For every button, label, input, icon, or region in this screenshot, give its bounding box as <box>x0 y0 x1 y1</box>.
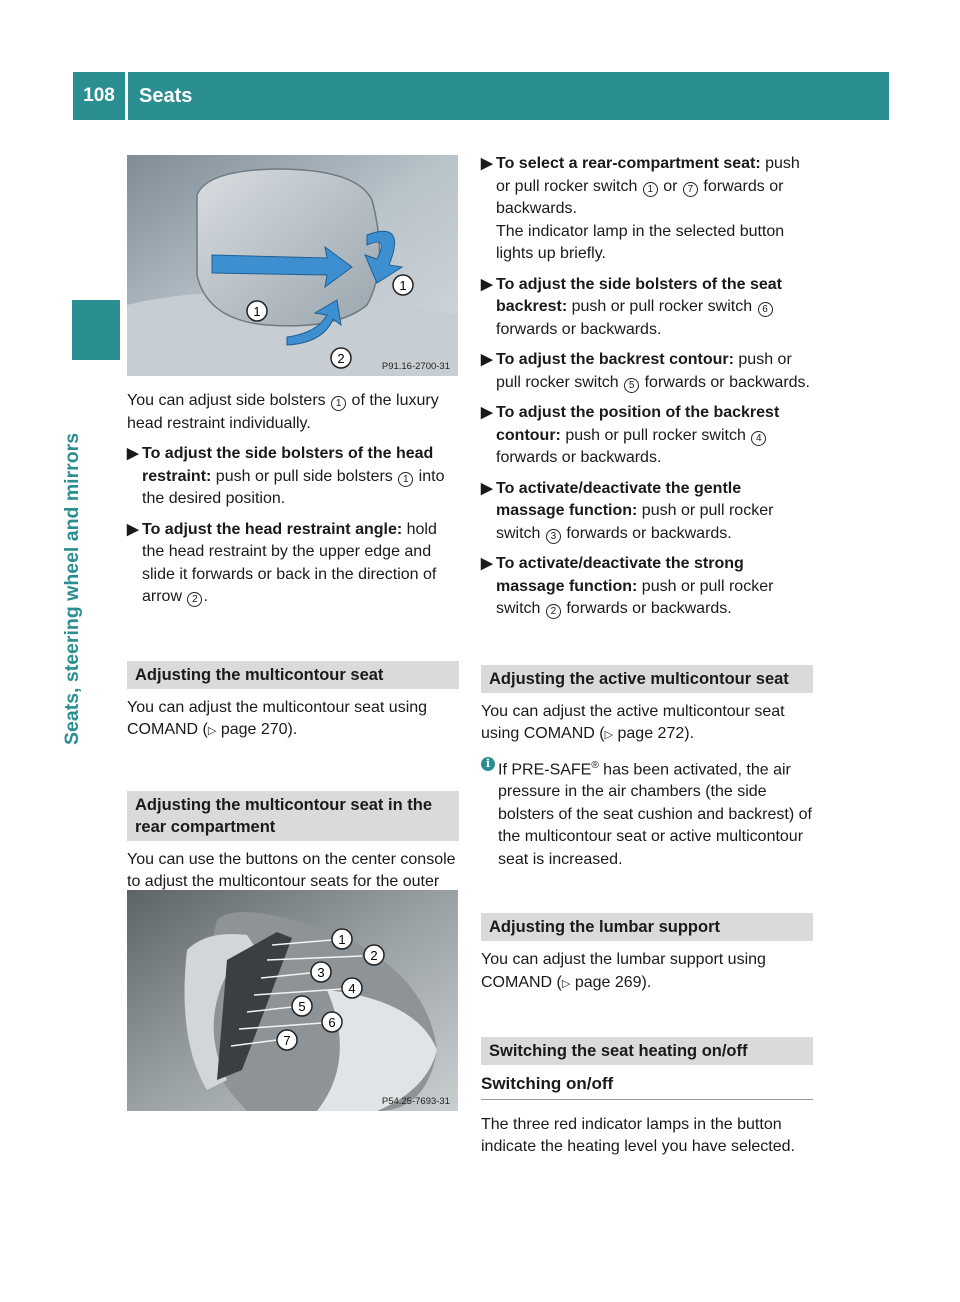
instruction-head-restraint-angle: ▶ To adjust the head restraint angle: hold the head restraint by the upper edge and slide it forwards or back in the direction of arrow 2 . <box>127 520 437 605</box>
switch-callout-6: 6 <box>328 1015 336 1030</box>
multicontour-text: You can adjust the multicontour seat using COMAND (▷ page 270). <box>127 698 428 738</box>
header-bar <box>73 72 889 120</box>
figure-code: P91.16-2700-31 <box>381 361 450 372</box>
xref-icon: ▷ <box>604 729 614 741</box>
left-column <box>127 390 459 924</box>
bullet-icon: ▶ <box>127 520 139 538</box>
xref-icon: ▷ <box>207 725 217 737</box>
page-number: 108 <box>83 85 115 106</box>
presafe-note: i If PRE-SAFE® has been activated, the air pressure in the air chambers (the side bolsters of the seat cushion and backrest) of the multicontour seat or active multicontour seat is increased. <box>481 755 813 872</box>
bullet-icon: ▶ <box>481 275 493 293</box>
switch-callout-1: 1 <box>338 932 346 947</box>
bullet-icon: ▶ <box>127 445 139 462</box>
bullet-icon: ▶ <box>481 555 493 572</box>
lumbar-text: You can adjust the lumbar support using COMAND (▷ page 269). <box>481 951 766 991</box>
subheading-on-off: Switching on/off <box>481 1073 813 1100</box>
xref-icon: ▷ <box>561 977 571 990</box>
headrest-figure <box>127 155 458 376</box>
instruction-side-bolsters: ▶ To adjust the side bolsters of the head restraint: push or pull side bolsters 1 into the desired position. <box>127 445 445 507</box>
header-divider <box>125 72 128 120</box>
switch-callout-4: 4 <box>348 981 356 996</box>
switch-callout-5: 5 <box>298 999 306 1014</box>
headrest-illustration <box>127 155 458 376</box>
heading-seat-heating: Switching the seat heating on/off <box>481 1037 813 1065</box>
rear-compartment-text: You can use the buttons on the center console to adjust the multicontour seats for the outer <box>127 850 456 890</box>
callout-1b: 1 <box>253 304 261 319</box>
right-column <box>481 153 813 1167</box>
instruction-backrest-bolsters: ▶ To adjust the side bolsters of the seat backrest: push or pull rocker switch 6 forwards or backwards. <box>481 275 782 338</box>
heading-active-multicontour: Adjusting the active multicontour seat <box>481 665 813 693</box>
heading-multicontour: Adjusting the multicontour seat <box>127 661 459 689</box>
intro-text: You can adjust side bolsters 1 of the luxury head restraint individually. <box>127 392 439 432</box>
console-illustration <box>127 890 458 1111</box>
instruction-backrest-contour: ▶ To adjust the backrest contour: push or pull rocker switch 5 forwards or backwards. <box>481 351 810 391</box>
switch-callout-2: 2 <box>370 948 378 963</box>
bullet-icon: ▶ <box>481 404 493 421</box>
figure-code: P54.25-7693-31 <box>381 1096 450 1107</box>
bullet-icon: ▶ <box>481 479 493 497</box>
seat-heating-text: The three red indicator lamps in the button indicate the heating level you have selected. <box>481 1115 795 1156</box>
switch-callout-3: 3 <box>317 965 325 980</box>
active-multicontour-text: You can adjust the active multicontour seat using COMAND (▷ page 272). <box>481 702 785 742</box>
switch-callout-7: 7 <box>283 1033 291 1048</box>
heading-lumbar: Adjusting the lumbar support <box>481 913 813 941</box>
instruction-strong-massage: ▶ To activate/deactivate the strong massage function: push or pull rocker switch 2 forwards or backwards. <box>481 555 774 617</box>
instruction-select-seat: ▶ To select a rear-compartment seat: push or pull rocker switch 1 or 7 forwards or backwards. The indicator lamp in the selected button lights up briefly. <box>481 155 800 262</box>
instruction-contour-position: ▶ To adjust the position of the backrest contour: push or pull rocker switch 4 forwards or backwards. <box>481 404 780 466</box>
heading-rear-compartment: Adjusting the multicontour seat in the rear compartment <box>127 791 459 841</box>
chapter-title: Seats, steering wheel and mirrors <box>61 432 83 745</box>
instruction-gentle-massage: ▶ To activate/deactivate the gentle massage function: push or pull rocker switch 3 forwards or backwards. <box>481 479 774 542</box>
section-title: Seats <box>139 85 193 107</box>
bullet-icon: ▶ <box>481 155 493 172</box>
console-figure <box>127 890 458 1111</box>
callout-2: 2 <box>337 351 345 366</box>
chapter-tab <box>72 300 120 360</box>
info-icon: i <box>481 757 495 771</box>
callout-1: 1 <box>399 278 407 293</box>
bullet-icon: ▶ <box>481 351 493 368</box>
